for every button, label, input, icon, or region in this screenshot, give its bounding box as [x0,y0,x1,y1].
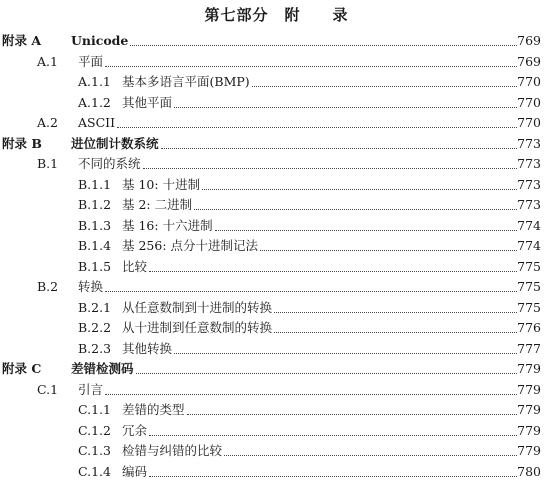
toc-entry-number: 附录 B [2,134,42,155]
page-title: 第七部分 附 录 [0,4,553,25]
toc-entry-title: 引言 [78,380,103,401]
toc-entry[interactable] [0,318,553,339]
toc-entry-title: Unicode [71,31,128,52]
toc-entry[interactable] [0,257,553,278]
toc-entry-title: 其他转换 [122,339,172,360]
dot-leader [161,134,517,149]
toc-entry-number: A.1.1 [78,72,111,93]
toc-entry-page: 775 [517,298,541,319]
toc-entry[interactable] [0,113,553,134]
toc-entry-page: 780 [517,462,541,482]
toc-entry[interactable] [0,441,553,462]
toc-entry-title: 基 10: 十进制 [122,175,200,196]
dot-leader [260,236,517,251]
toc-entry-page: 773 [517,175,541,196]
toc-entry-title: 检错与纠错的比较 [122,441,222,462]
toc-entry[interactable] [0,421,553,442]
toc-entry-number: B.1.4 [78,236,111,257]
toc-entry-page: 773 [517,195,541,216]
toc-entry[interactable] [0,216,553,237]
toc-entry-number: 附录 A [2,31,41,52]
toc-entry-number: C.1.2 [78,421,111,442]
toc-entry-number: B.1.3 [78,216,111,237]
dot-leader [187,400,517,415]
toc-entry-page: 776 [517,318,541,339]
toc-entry-number: A.2 [37,113,58,134]
toc-entry-page: 774 [517,216,541,237]
toc-entry-page: 773 [517,134,541,155]
toc-entry-title: 基 256: 点分十进制记法 [122,236,258,257]
toc-entry-title: 平面 [78,52,103,73]
dot-leader [143,154,517,169]
dot-leader [174,339,517,354]
toc-entry[interactable] [0,339,553,360]
dot-leader [174,93,517,108]
toc-entry-title: 从十进制到任意数制的转换 [122,318,272,339]
toc-entry-number: B.1.5 [78,257,111,278]
toc-entry-page: 779 [517,359,541,380]
toc-entry-title: 编码 [122,462,147,482]
toc-entry-page: 775 [517,257,541,278]
dot-leader [149,421,517,436]
toc-entry-number: A.1 [37,52,58,73]
dot-leader [149,257,517,272]
dot-leader [105,277,517,292]
toc-entry-page: 775 [517,277,541,298]
dot-leader [202,175,517,190]
toc-entry[interactable] [0,154,553,175]
toc-entry[interactable] [0,400,553,421]
toc-entry-title: 冗余 [122,421,147,442]
toc-entry[interactable] [0,359,553,380]
toc-entry-title: 其他平面 [122,93,172,114]
toc-entry-page: 770 [517,93,541,114]
toc-entry-title: 基本多语言平面(BMP) [122,72,250,93]
toc-entry-page: 769 [517,31,541,52]
toc-entry-title: 比较 [122,257,147,278]
toc-entry[interactable] [0,195,553,216]
dot-leader [194,195,517,210]
toc-entry-title: 基 2: 二进制 [122,195,192,216]
toc-entry-number: C.1.1 [78,400,111,421]
toc-entry-number: B.2.2 [78,318,111,339]
toc-entry[interactable] [0,462,553,482]
dot-leader [149,462,517,477]
toc-entry-number: B.2 [37,277,58,298]
table-of-contents [0,31,553,482]
toc-entry-title: 差错的类型 [122,400,185,421]
toc-entry-number: C.1 [37,380,58,401]
toc-entry-number: B.1 [37,154,58,175]
toc-entry-title: 基 16: 十六进制 [122,216,213,237]
dot-leader [274,318,517,333]
toc-entry-page: 770 [517,72,541,93]
dot-leader [274,298,517,313]
toc-entry[interactable] [0,380,553,401]
toc-entry-number: B.1.1 [78,175,111,196]
toc-entry-page: 774 [517,236,541,257]
toc-entry-number: C.1.4 [78,462,111,482]
toc-entry-number: B.1.2 [78,195,111,216]
toc-entry-number: B.2.3 [78,339,111,360]
toc-entry[interactable] [0,298,553,319]
dot-leader [136,359,517,374]
toc-entry-page: 770 [517,113,541,134]
toc-entry[interactable] [0,277,553,298]
toc-entry[interactable] [0,236,553,257]
toc-entry-title: 进位制计数系统 [71,134,159,155]
toc-entry-title: 不同的系统 [78,154,141,175]
toc-entry-title: 转换 [78,277,103,298]
dot-leader [252,72,517,87]
toc-entry-page: 769 [517,52,541,73]
dot-leader [215,216,517,231]
toc-entry-number: B.2.1 [78,298,111,319]
toc-entry[interactable] [0,93,553,114]
dot-leader [105,380,517,395]
toc-entry-page: 779 [517,400,541,421]
toc-entry-title: ASCII [78,113,115,134]
toc-entry-page: 773 [517,154,541,175]
toc-entry[interactable] [0,175,553,196]
toc-entry-page: 777 [517,339,541,360]
toc-entry-page: 779 [517,441,541,462]
toc-entry[interactable] [0,52,553,73]
dot-leader [105,52,517,67]
toc-entry-title: 差错检测码 [71,359,134,380]
toc-entry[interactable] [0,72,553,93]
dot-leader [117,113,517,128]
toc-entry-title: 从任意数制到十进制的转换 [122,298,272,319]
toc-entry[interactable] [0,134,553,155]
toc-entry-number: 附录 C [2,359,41,380]
toc-entry-page: 779 [517,421,541,442]
toc-entry-page: 779 [517,380,541,401]
toc-entry[interactable] [0,31,553,52]
dot-leader [224,441,517,456]
toc-entry-number: C.1.3 [78,441,111,462]
dot-leader [130,31,517,46]
toc-entry-number: A.1.2 [78,93,111,114]
